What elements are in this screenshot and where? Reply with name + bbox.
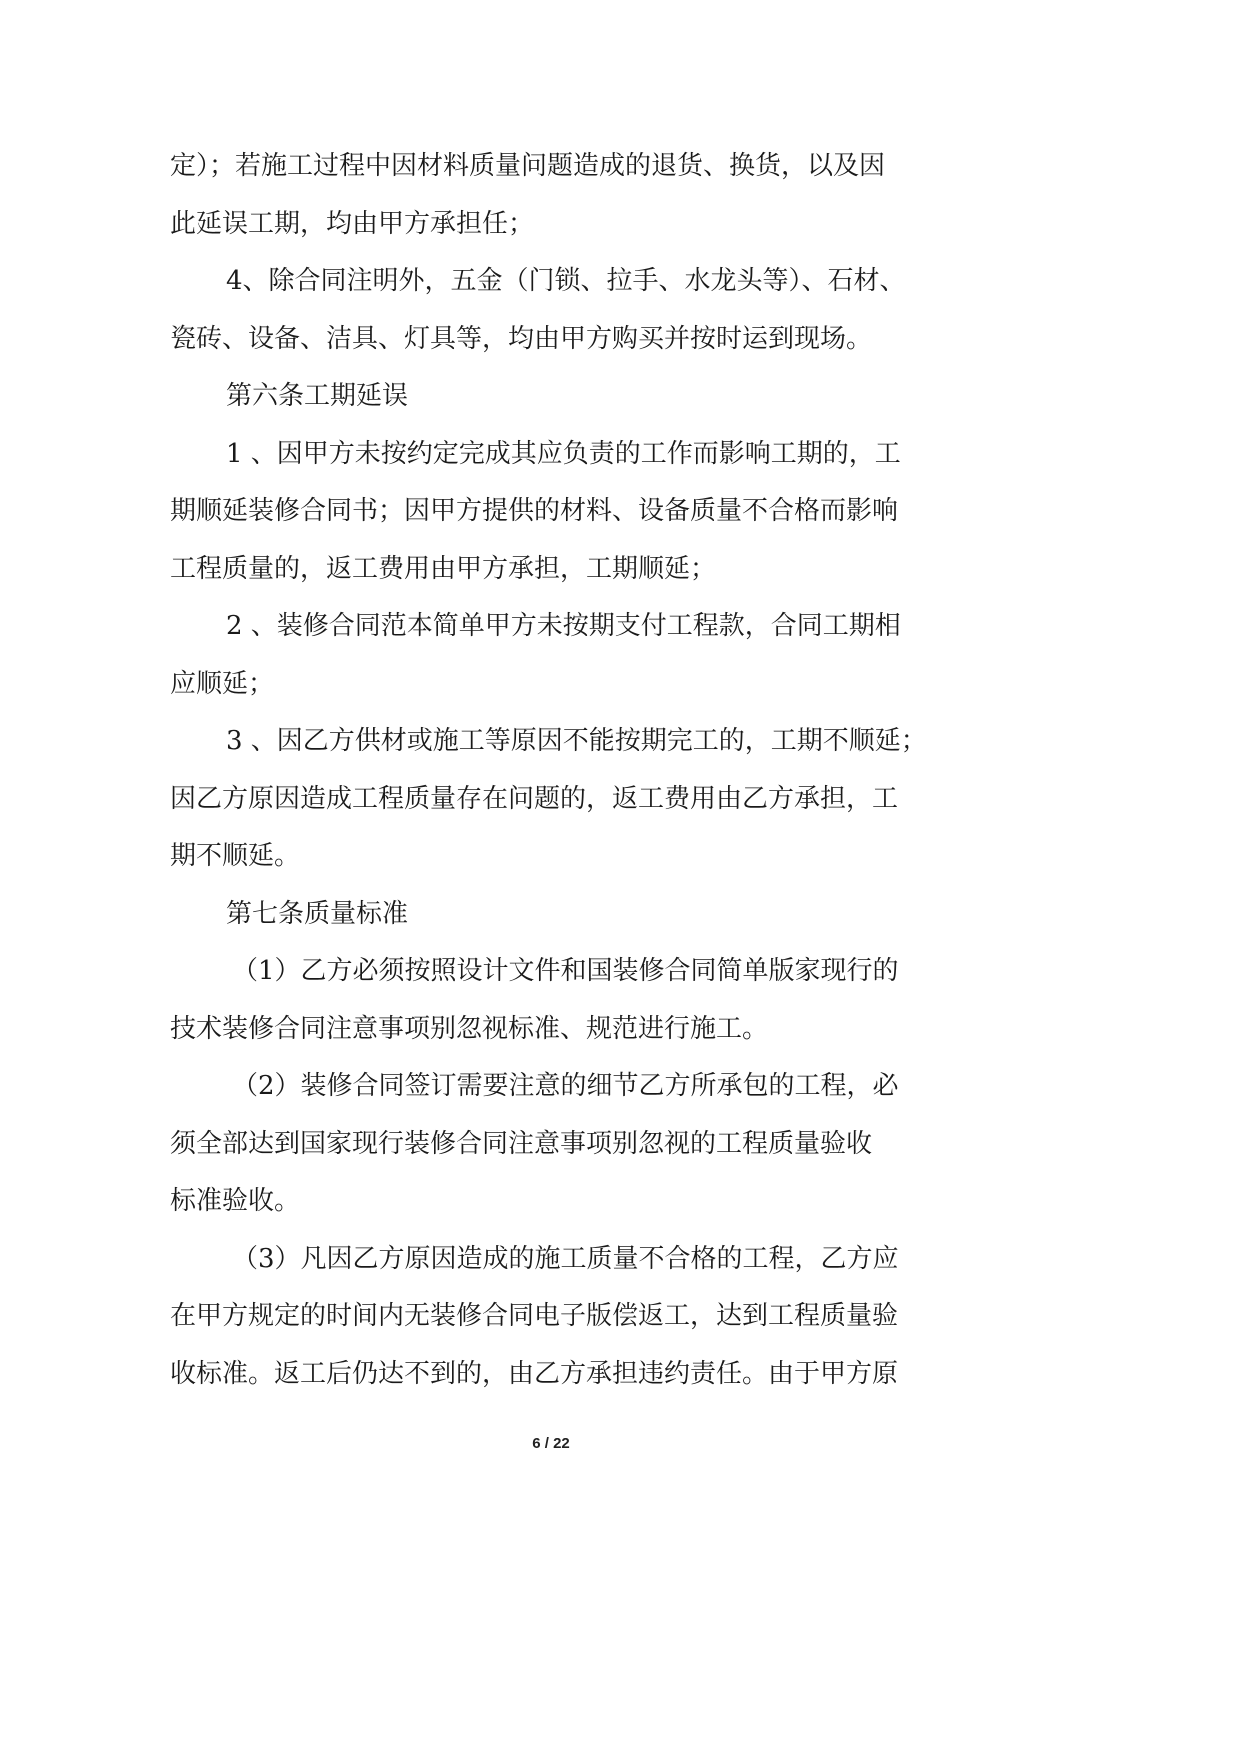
text-line: 1 、因甲方未按约定完成其应负责的工作而影响工期的，工 (226, 438, 901, 469)
text-line: 因乙方原因造成工程质量存在问题的，返工费用由乙方承担，工 (170, 783, 899, 814)
text-line: 3 、因乙方供材或施工等原因不能按期完工的，工期不顺延； (226, 726, 927, 756)
text-line: 期顺延装修合同书；因甲方提供的材料、设备质量不合格而影响 (170, 496, 899, 526)
text-line: 瓷砖、设备、洁具、灯具等，均由甲方购买并按时运到现场。 (170, 323, 873, 354)
text-line: （3）凡因乙方原因造成的施工质量不合格的工程，乙方应 (232, 1243, 899, 1274)
text-line: 工程质量的，返工费用由甲方承担，工期顺延； (170, 553, 717, 584)
text-line: 须全部达到国家现行装修合同注意事项别忽视的工程质量验收 (170, 1128, 873, 1159)
text-line: 此延误工期，均由甲方承担任； (170, 208, 535, 239)
text-line: 期不顺延。 (170, 841, 301, 871)
text-line: （1）乙方必须按照设计文件和国装修合同简单版家现行的 (232, 956, 899, 986)
text-line: 技术装修合同注意事项别忽视标准、规范进行施工。 (170, 1013, 769, 1044)
document-body (170, 141, 955, 1406)
text-line: 收标准。返工后仍达不到的，由乙方承担违约责任。由于甲方原 (170, 1358, 899, 1389)
text-line: 标准验收。 (170, 1186, 301, 1216)
text-line: 4、除合同注明外，五金（门锁、拉手、水龙头等）、石材、 (226, 266, 906, 296)
section-heading: 第六条工期延误 (226, 381, 409, 411)
page-number: 6 / 22 (532, 1435, 570, 1452)
text-line: 定）；若施工过程中因材料质量问题造成的退货、换货，以及因 (170, 151, 886, 181)
text-line: （2）装修合同签订需要注意的细节乙方所承包的工程，必 (232, 1071, 899, 1101)
section-heading: 第七条质量标准 (226, 898, 409, 929)
text-line: 应顺延； (170, 668, 275, 699)
text-line: 2 、装修合同范本简单甲方未按期支付工程款，合同工期相 (226, 611, 901, 641)
text-line: 在甲方规定的时间内无装修合同电子版偿返工，达到工程质量验 (170, 1301, 899, 1331)
